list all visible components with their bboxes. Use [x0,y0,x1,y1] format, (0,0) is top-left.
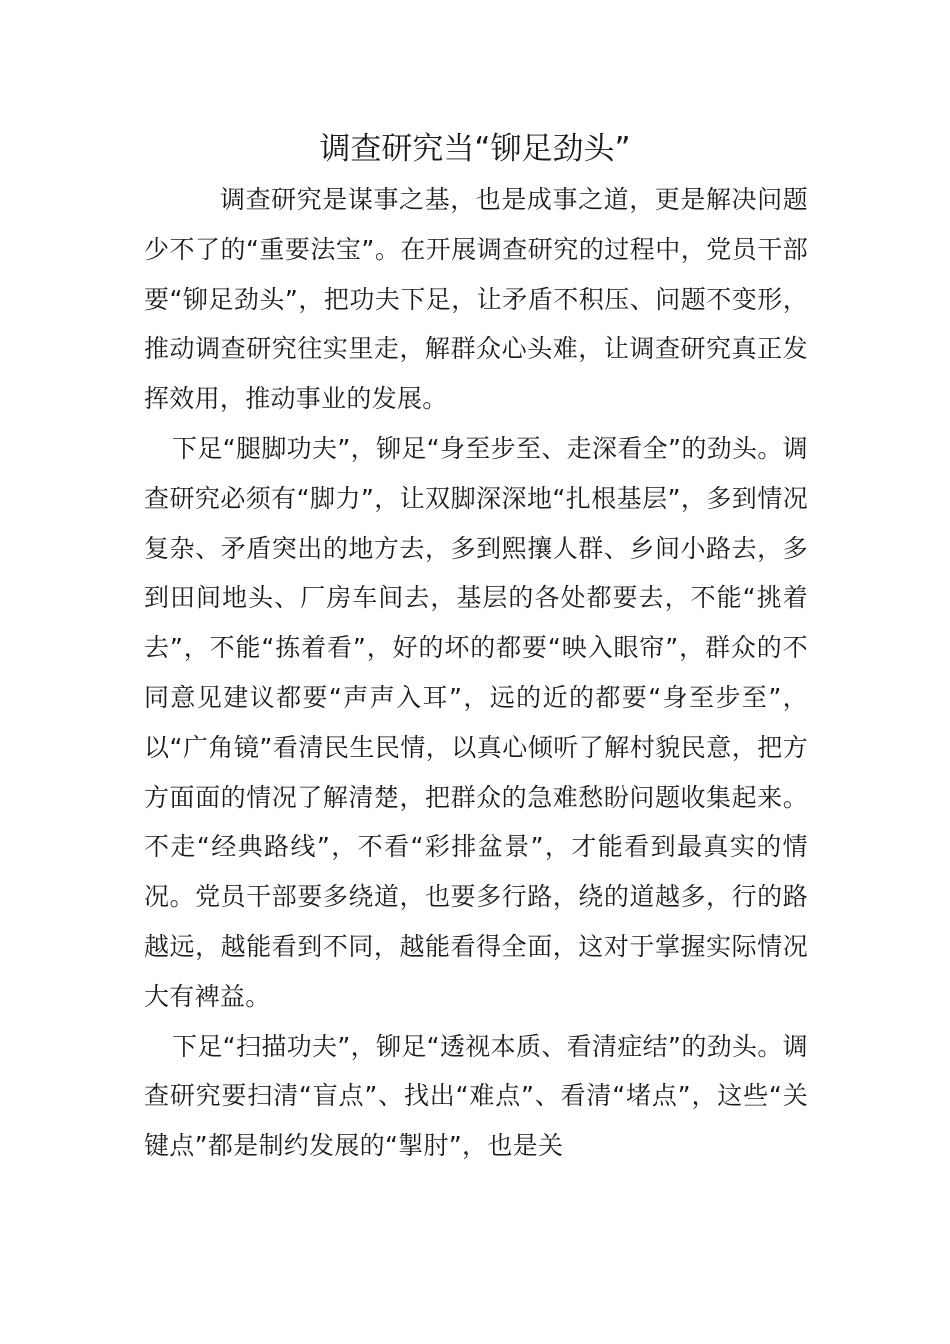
paragraph-legwork: 下足“腿脚功夫”，铆足“身至步至、走深看全”的劲头。调查研究必须有“脚力”，让双脚深深地“扎根基层”，多到情况复杂、矛盾突出的地方去，多到熙攘人群、乡间小路去，多到田间地头、厂房车间去，基层的各处都要去，不能“挑着去”，不能“拣着看”，好的坏的都要“映入眼帘”，群众的不同意见建议都要“声声入耳”，远的近的都要“身至步至”，以“广角镜”看清民生民情，以真心倾听了解村貌民意，把方方面面的情况了解清楚，把群众的急难愁盼问题收集起来。不走“经典路线”，不看“彩排盆景”，才能看到最真实的情况。党员干部要多绕道，也要多行路，绕的道越多，行的路越远，越能看到不同，越能看得全面，这对于掌握实际情况大有裨益。 [144,433,808,1011]
article-body [144,175,808,1171]
page-title: 调查研究当“铆足劲头” [319,131,631,167]
paragraph-intro: 调查研究是谋事之基，也是成事之道，更是解决问题少不了的“重要法宝”。在开展调查研究的过程中，党员干部要“铆足劲头”，把功夫下足，让矛盾不积压、问题不变形，推动调查研究往实里走，解群众心头难，让调查研究真正发挥效用，推动事业的发展。 [144,185,808,414]
paragraph-scanning: 下足“扫描功夫”，铆足“透视本质、看清症结”的劲头。调查研究要扫清“盲点”、找出“难点”、看清“堵点”，这些“关键点”都是制约发展的“掣肘”，也是关 [144,1031,808,1161]
